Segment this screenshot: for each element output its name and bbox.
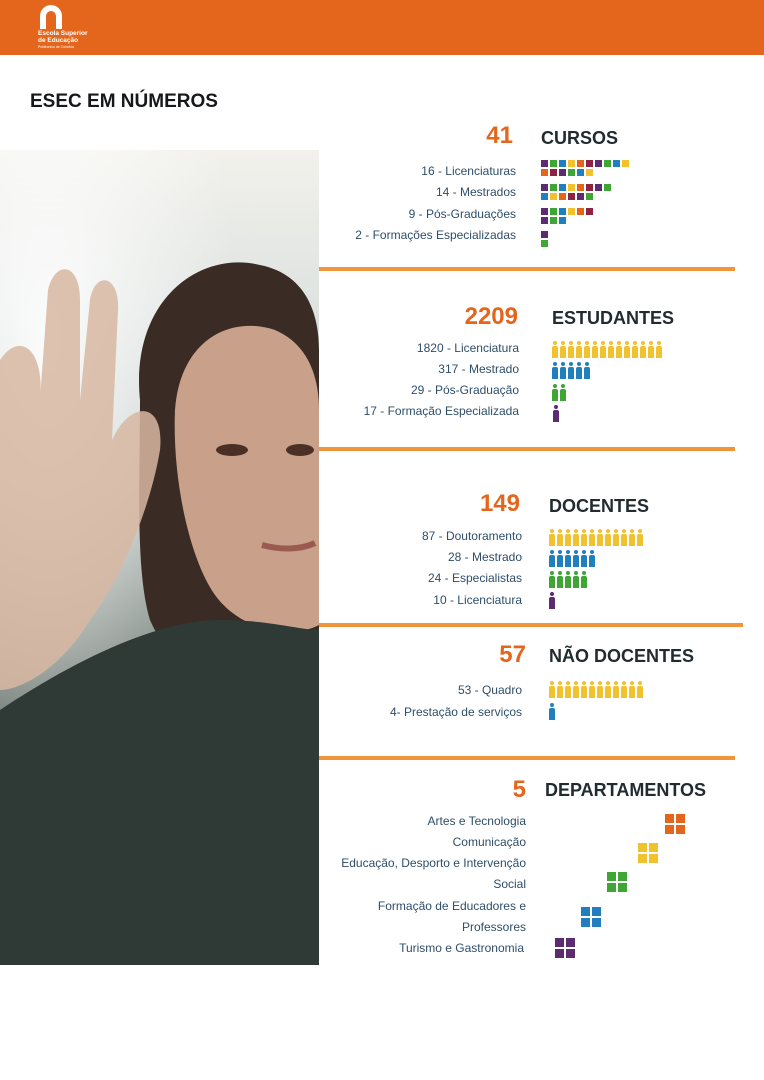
course-square-icon — [577, 169, 584, 176]
dept-turismo-icon — [555, 938, 575, 958]
cursos-icons-mestrados — [541, 184, 613, 200]
cursos-label-mestrados: 14 - Mestrados — [435, 185, 516, 199]
person-icon — [613, 529, 619, 546]
dept-formacao-icon — [581, 907, 601, 927]
course-square-icon — [595, 160, 602, 167]
nao-docentes-heading: NÃO DOCENTES — [549, 646, 695, 666]
esec-logo-icon — [38, 5, 64, 29]
person-icon — [613, 681, 619, 698]
dept-label-professores: Professores — [461, 920, 526, 934]
person-icon — [624, 341, 630, 358]
person-icon — [605, 681, 611, 698]
course-square-icon — [559, 193, 566, 200]
person-icon — [629, 681, 635, 698]
person-icon — [549, 592, 555, 609]
person-icon — [576, 362, 582, 379]
docentes-icons-4 — [549, 592, 555, 609]
course-square-icon — [559, 208, 566, 215]
cursos-icons-formacoes — [541, 231, 549, 247]
course-square-icon — [550, 193, 557, 200]
estudantes-label-3: 29 - Pós-Graduação — [410, 383, 519, 397]
estudantes-label-4: 17 - Formação Especializada — [363, 404, 519, 418]
dept-comunicacao-icon — [638, 843, 658, 863]
logo-text: Escola Superior de Educação Politécnico de Coimbra — [38, 30, 88, 49]
docentes-total: 149 — [479, 490, 520, 517]
header-bar — [0, 0, 764, 55]
docentes-icons-2 — [549, 550, 595, 567]
person-icon — [565, 571, 571, 588]
person-icon — [629, 529, 635, 546]
person-icon — [621, 529, 627, 546]
course-square-icon — [550, 217, 557, 224]
person-icon — [581, 529, 587, 546]
nao-docentes-icons-2 — [549, 703, 555, 720]
person-icon — [605, 529, 611, 546]
nao-docentes-icons-1 — [549, 681, 643, 698]
course-square-icon — [604, 184, 611, 191]
course-square-icon — [541, 208, 548, 215]
cursos-label-licenciaturas: 16 - Licenciaturas — [421, 164, 516, 178]
person-icon — [549, 681, 555, 698]
person-icon — [553, 405, 559, 422]
person-icon — [552, 341, 558, 358]
person-icon — [600, 341, 606, 358]
estudantes-total: 2209 — [464, 303, 518, 330]
course-square-icon — [541, 169, 548, 176]
person-icon — [557, 571, 563, 588]
person-icon — [576, 341, 582, 358]
course-square-icon — [541, 160, 548, 167]
person-icon — [573, 529, 579, 546]
cursos-total: 41 — [486, 122, 513, 149]
dept-label-comunicacao: Comunicação — [452, 835, 526, 849]
person-icon — [549, 529, 555, 546]
nao-docentes-label-2: 4- Prestação de serviços — [389, 705, 522, 719]
course-square-icon — [604, 160, 611, 167]
estudantes-icons-1 — [552, 341, 662, 358]
course-square-icon — [541, 240, 548, 247]
course-square-icon — [595, 184, 602, 191]
person-icon — [584, 341, 590, 358]
dept-label-social: Social — [493, 877, 526, 891]
person-icon — [589, 681, 595, 698]
person-icon — [552, 362, 558, 379]
dept-educacao-icon — [607, 872, 627, 892]
course-square-icon — [568, 169, 575, 176]
course-square-icon — [568, 160, 575, 167]
person-icon — [637, 681, 643, 698]
person-icon — [597, 681, 603, 698]
page-title: ESEC EM NÚMEROS — [30, 91, 218, 112]
person-icon — [568, 362, 574, 379]
person-icon — [573, 681, 579, 698]
docentes-label-1: 87 - Doutoramento — [421, 529, 522, 543]
cursos-icons-pos-graduacoes — [541, 208, 595, 224]
person-icon — [549, 703, 555, 720]
person-icon — [632, 341, 638, 358]
person-icon — [557, 529, 563, 546]
person-icon — [560, 341, 566, 358]
course-square-icon — [586, 169, 593, 176]
person-icon — [589, 550, 595, 567]
cursos-heading: CURSOS — [541, 128, 619, 148]
course-square-icon — [577, 208, 584, 215]
nao-docentes-total: 57 — [499, 641, 526, 668]
estudantes-label-2: 317 - Mestrado — [438, 362, 519, 376]
docentes-label-3: 24 - Especialistas — [427, 571, 522, 585]
person-icon — [592, 341, 598, 358]
departamentos-total: 5 — [512, 776, 526, 803]
person-icon — [608, 341, 614, 358]
course-square-icon — [550, 184, 557, 191]
estudantes-icons-3 — [552, 384, 566, 401]
docentes-label-2: 28 - Mestrado — [447, 550, 522, 564]
course-square-icon — [559, 169, 566, 176]
estudantes-icons-4 — [553, 405, 559, 422]
person-icon — [560, 384, 566, 401]
person-icon — [557, 681, 563, 698]
course-square-icon — [586, 208, 593, 215]
person-icon — [573, 550, 579, 567]
course-square-icon — [568, 208, 575, 215]
person-icon — [568, 341, 574, 358]
person-icon — [552, 384, 558, 401]
portrait-photo — [0, 150, 319, 965]
estudantes-heading: ESTUDANTES — [552, 308, 675, 328]
course-square-icon — [559, 160, 566, 167]
docentes-label-4: 10 - Licenciatura — [433, 593, 522, 607]
course-square-icon — [577, 184, 584, 191]
docentes-icons-1 — [549, 529, 643, 546]
person-icon — [549, 550, 555, 567]
person-icon — [565, 681, 571, 698]
person-icon — [549, 571, 555, 588]
person-icon — [597, 529, 603, 546]
course-square-icon — [586, 184, 593, 191]
divider-4 — [319, 756, 735, 760]
dept-label-educacao: Educação, Desporto e Intervenção — [341, 856, 526, 870]
course-square-icon — [550, 169, 557, 176]
person-icon — [581, 550, 587, 567]
cursos-label-formacoes: 2 - Formações Especializadas — [355, 228, 516, 242]
course-square-icon — [541, 217, 548, 224]
course-square-icon — [550, 160, 557, 167]
dept-label-turismo: Turismo e Gastronomia — [399, 941, 524, 955]
person-icon — [581, 681, 587, 698]
divider-3 — [319, 623, 743, 627]
person-icon — [581, 571, 587, 588]
course-square-icon — [568, 193, 575, 200]
departamentos-heading: DEPARTAMENTOS — [545, 780, 707, 800]
course-square-icon — [613, 160, 620, 167]
dept-artes-icon — [665, 814, 685, 834]
divider-2 — [319, 447, 735, 451]
person-icon — [621, 681, 627, 698]
person-icon — [565, 550, 571, 567]
docentes-heading: DOCENTES — [549, 496, 650, 516]
course-square-icon — [559, 184, 566, 191]
person-icon — [557, 550, 563, 567]
dept-label-formacao: Formação de Educadores e — [377, 899, 526, 913]
course-square-icon — [568, 184, 575, 191]
cursos-icons-licenciaturas — [541, 160, 631, 176]
dept-label-artes: Artes e Tecnologia — [427, 814, 526, 828]
person-icon — [648, 341, 654, 358]
course-square-icon — [541, 231, 548, 238]
docentes-icons-3 — [549, 571, 587, 588]
estudantes-icons-2 — [552, 362, 590, 379]
person-icon — [656, 341, 662, 358]
person-icon — [560, 362, 566, 379]
course-square-icon — [550, 208, 557, 215]
person-icon — [589, 529, 595, 546]
course-square-icon — [586, 193, 593, 200]
cursos-label-pos-graduacoes: 9 - Pós-Graduações — [408, 207, 516, 221]
course-square-icon — [577, 160, 584, 167]
course-square-icon — [577, 193, 584, 200]
person-icon — [640, 341, 646, 358]
person-icon — [637, 529, 643, 546]
person-icon — [565, 529, 571, 546]
person-icon — [616, 341, 622, 358]
person-icon — [573, 571, 579, 588]
person-icon — [584, 362, 590, 379]
course-square-icon — [622, 160, 629, 167]
course-square-icon — [586, 160, 593, 167]
course-square-icon — [559, 217, 566, 224]
course-square-icon — [541, 193, 548, 200]
divider-1 — [319, 267, 735, 271]
nao-docentes-label-1: 53 - Quadro — [457, 683, 522, 697]
estudantes-label-1: 1820 - Licenciatura — [416, 341, 519, 355]
course-square-icon — [541, 184, 548, 191]
